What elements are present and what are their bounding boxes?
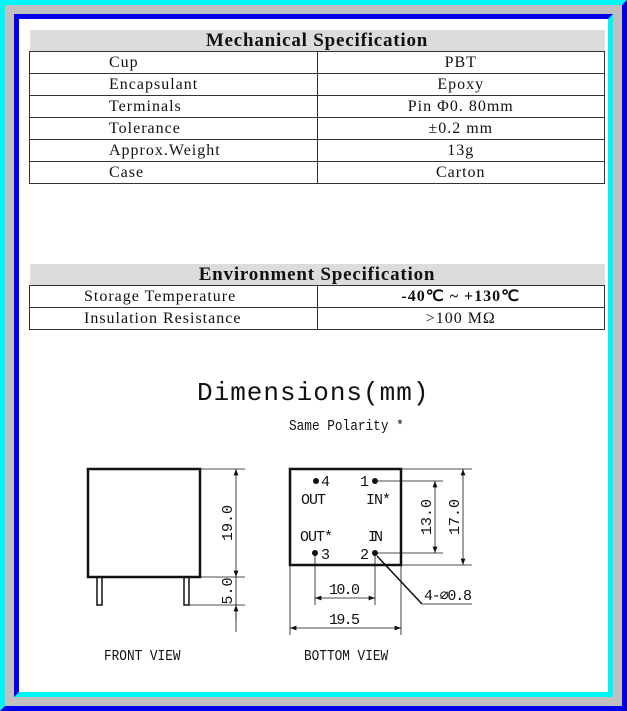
row-value: Epoxy <box>317 74 605 96</box>
row-label: Storage Temperature <box>30 286 318 308</box>
pin-3-num: 3 <box>321 547 331 564</box>
row-value: 13g <box>317 140 605 162</box>
row-value: PBT <box>317 52 605 74</box>
row-value: Carton <box>317 162 605 184</box>
front-height-label: 19.0 <box>220 504 237 542</box>
polarity-note: Same Polarity * <box>289 418 404 435</box>
front-view-label: FRONT VIEW <box>104 648 181 665</box>
row-value: ±0.2 mm <box>317 118 605 140</box>
dimensions-title: Dimensions(mm) <box>197 378 430 408</box>
pin-1-name: IN* <box>366 492 391 509</box>
depth-label: 17.0 <box>447 498 464 536</box>
environment-spec-title: Environment Specification <box>30 264 605 286</box>
pin-1-num: 1 <box>360 474 370 491</box>
pin-3-name: OUT* <box>300 529 333 546</box>
row-label: Tolerance <box>30 118 318 140</box>
front-pin-length-label: 5.0 <box>220 577 237 605</box>
mechanical-spec-title: Mechanical Specification <box>30 30 605 52</box>
row-label: Insulation Resistance <box>30 308 318 330</box>
row-value: -40℃ ~ +130℃ <box>317 286 605 308</box>
hole-note: 4-∅0.8 <box>424 588 472 605</box>
pin-4-num: 4 <box>321 474 331 491</box>
row-value: Pin Φ0. 80mm <box>317 96 605 118</box>
pin-2-name: IN <box>368 529 383 546</box>
pin-2-num: 2 <box>360 547 370 564</box>
front-view-drawing <box>88 469 245 632</box>
row-value: >100 MΩ <box>317 308 605 330</box>
row-label: Encapsulant <box>30 74 318 96</box>
pin-4-name: OUT <box>301 492 326 509</box>
row-label: Terminals <box>30 96 318 118</box>
bottom-view-label: BOTTOM VIEW <box>304 648 389 665</box>
pin-1-dot <box>372 478 378 484</box>
pin-spacing-x-label: 10.0 <box>329 582 360 599</box>
row-label: Case <box>30 162 318 184</box>
row-label: Approx.Weight <box>30 140 318 162</box>
row-label: Cup <box>30 52 318 74</box>
pin-spacing-y-label: 13.0 <box>419 498 436 536</box>
width-label: 19.5 <box>329 612 360 629</box>
pin-4-dot <box>313 478 319 484</box>
pin-2-dot <box>372 550 378 556</box>
pin-3-dot <box>312 550 318 556</box>
